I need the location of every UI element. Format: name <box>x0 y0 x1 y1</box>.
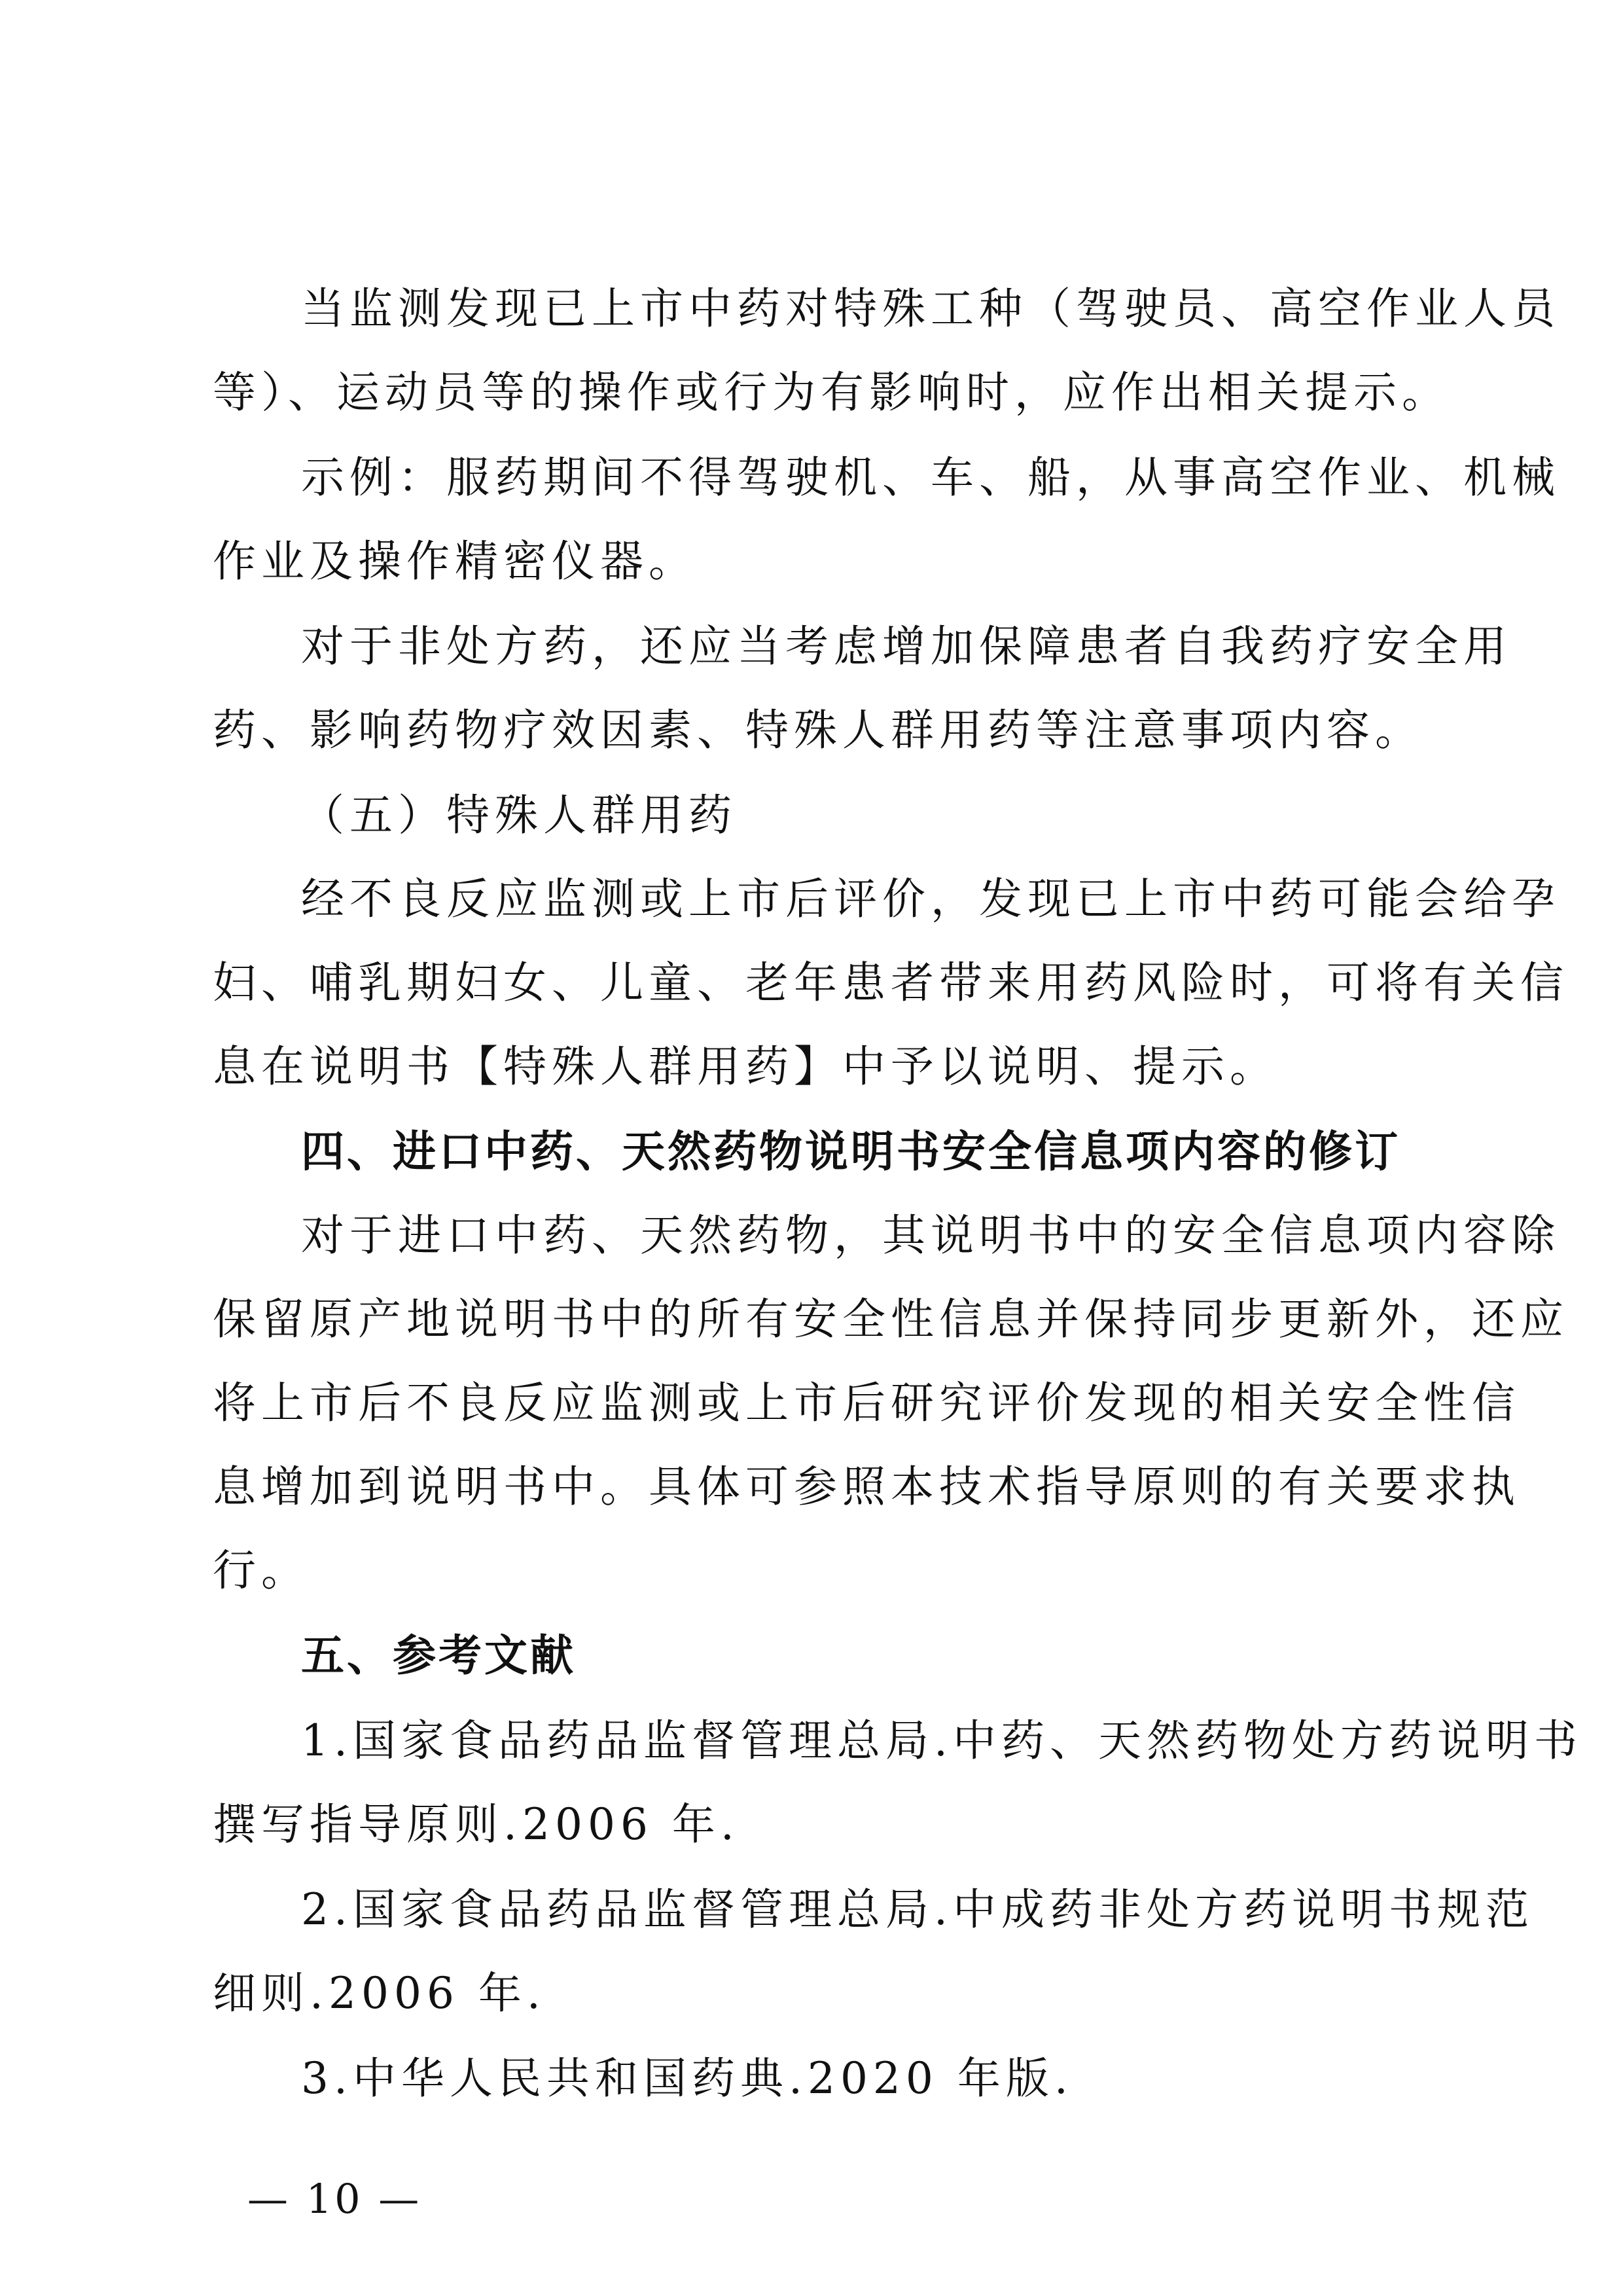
page-number: — 10 — <box>247 2175 422 2223</box>
paragraph-line: 当监测发现已上市中药对特殊工种（驾驶员、高空作业人员 <box>301 283 1560 334</box>
reference-line: 1.国家食品药品监督管理总局.中药、天然药物处方药说明书 <box>301 1715 1582 1766</box>
paragraph-line: 行。 <box>213 1545 310 1596</box>
reference-line: 2.国家食品药品监督管理总局.中成药非处方药说明书规范 <box>301 1884 1534 1935</box>
paragraph-line: 经不良反应监测或上市后评价，发现已上市中药可能会给孕 <box>301 874 1560 924</box>
paragraph-line: 对于非处方药，还应当考虑增加保障患者自我药疗安全用 <box>301 621 1512 672</box>
reference-line: 细则.2006 年. <box>213 1968 546 2018</box>
paragraph-line: 妇、哺乳期妇女、儿童、老年患者带来用药风险时，可将有关信 <box>213 958 1569 1008</box>
paragraph-line: 示例：服药期间不得驾驶机、车、船，从事高空作业、机械 <box>301 452 1560 503</box>
section-heading: 四、进口中药、天然药物说明书安全信息项内容的修订 <box>301 1126 1400 1177</box>
reference-line: 3.中华人民共和国药典.2020 年版. <box>301 2053 1073 2104</box>
section-heading: 五、参考文献 <box>301 1630 576 1681</box>
paragraph-line: 作业及操作精密仪器。 <box>213 536 697 586</box>
paragraph-line: 对于进口中药、天然药物，其说明书中的安全信息项内容除 <box>301 1210 1560 1261</box>
paragraph-line: 等）、运动员等的操作或行为有影响时，应作出相关提示。 <box>213 367 1450 418</box>
paragraph-line: 保留原产地说明书中的所有安全性信息并保持同步更新外，还应 <box>213 1294 1569 1344</box>
paragraph-line: 药、影响药物疗效因素、特殊人群用药等注意事项内容。 <box>213 705 1423 755</box>
reference-line: 撰写指导原则.2006 年. <box>213 1799 740 1850</box>
paragraph-line: 息在说明书【特殊人群用药】中予以说明、提示。 <box>213 1041 1278 1092</box>
subsection-heading: （五）特殊人群用药 <box>301 790 737 840</box>
paragraph-line: 息增加到说明书中。具体可参照本技术指导原则的有关要求执 <box>213 1462 1520 1512</box>
paragraph-line: 将上市后不良反应监测或上市后研究评价发现的相关安全性信 <box>213 1378 1520 1428</box>
